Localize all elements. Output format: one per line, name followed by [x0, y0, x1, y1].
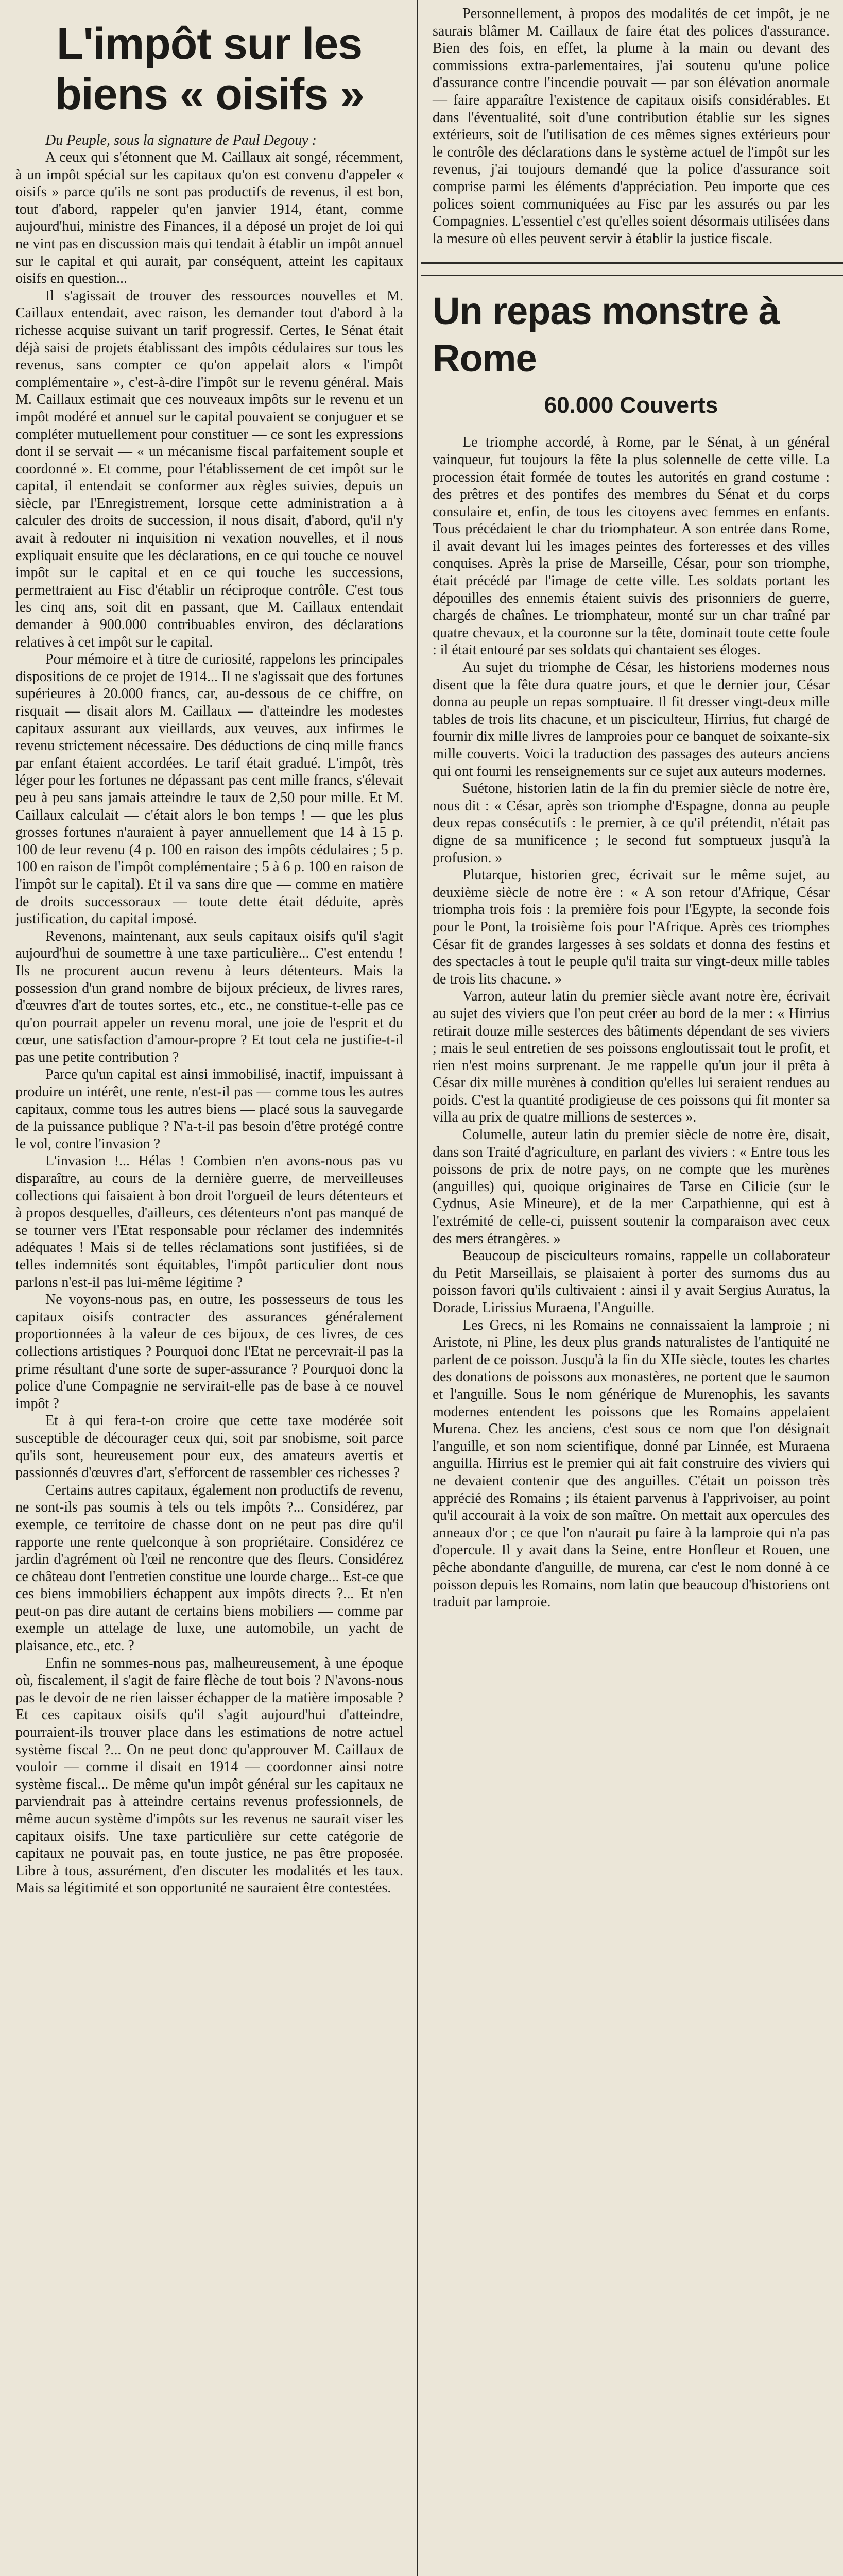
article1-byline: Du Peuple, sous la signature de Paul Degouy :	[45, 132, 317, 148]
article2-paragraph: Plutarque, historien grec, écrivait sur le même sujet, au deuxième siècle de notre ère : « A son retour d'Afrique, César triompha trois fois : la première fois pour l'Egypte, la seconde fois pour le Pont, la troisième fois pour l'Afrique. Après ces triomphes César fit de grandes largesses à ses soldats et donna des festins et des spectacles à tout le peuple qu'il traita sur vingt-deux mille tables de trois lits chacune. »	[433, 867, 830, 987]
article2-subhead: 60.000 Couverts	[544, 393, 718, 418]
article2-paragraph: Beaucoup de pisciculteurs romains, rappelle un collaborateur du Petit Marseillais, se plaisaient à porter des surnoms dus au poisson favori qu'ils cultivaient : ainsi il y avait Sergius Auratus, la Dorade, Lirissius Muraena, l'Anguille.	[433, 1248, 830, 1316]
left-column	[0, 0, 418, 2576]
article1-paragraph: Ne voyons-nous pas, en outre, les possesseurs de tous les capitaux oisifs contracter des assurances généralement proportionnées à la valeur de ces bijoux, de ces livres, de ces collections artistiques ? Pourquoi donc l'Etat ne percevrait-il pas la prime résultant d'une sorte de super-assurance ? Pourquoi donc la police d'une Compagnie ne servirait-elle pas de base à ce nouvel impôt ?	[15, 1292, 403, 1412]
article1-paragraph: Enfin ne sommes-nous pas, malheureusement, à une époque où, fiscalement, il s'agit de faire flèche de tout bois ? N'avons-nous pas le devoir de ne rien laisser échapper de la matière imposable ? Et ces capitaux oisifs qu'il s'agit aujourd'hui d'atteindre, pourraient-ils trouver place dans les estimations de notre actuel système fiscal ?... On ne peut donc qu'approuver M. Caillaux de vouloir — comme il disait en 1914 — coordonner ainsi notre système fiscal... De même qu'un impôt général sur les capitaux ne parviendrait pas à atteindre certains revenus professionnels, de même aucun système d'impôts sur les revenus ne saurait viser les capitaux oisifs. Une taxe particulière sur cette catégorie de capitaux ne pouvait pas, en toute justice, ne pas être proposée. Libre à tous, assurément, d'en discuter les modalités et les taux. Mais sa légitimité et son opportunité ne sauraient être contestées.	[15, 1655, 403, 1896]
article1-headline	[15, 19, 403, 120]
article2-paragraph: Au sujet du triomphe de César, les historiens modernes nous disent que la fête dura quatre jours, et que le dernier jour, César donna au peuple un repas somptuaire. Il fit dresser vingt-deux mille tables de trois lits chacune, et un pisciculteur, Hirrius, fut chargé de fournir dix mille livres de lamproies pour ce banquet de soixante-six mille couverts. Voici la traduction des passages des auteurs anciens qui ont fourni les renseignements sur ce sujet aux auteurs modernes.	[433, 659, 830, 779]
article1-paragraph: L'invasion !... Hélas ! Combien n'en avons-nous pas vu disparaître, au cours de la dernière guerre, de merveilleuses collections qui faisaient à bon droit l'orgueil de leurs détenteurs et à propos desquelles, d'ailleurs, ces détenteurs n'ont pas manqué de se tourner vers l'Etat responsable pour réclamer des indemnités adéquates ! Mais si de telles réclamations sont justifiées, si de telles indemnités sont équitables, l'impôt particulier dont nous parlons n'est-il pas lui-même légitime ?	[15, 1153, 403, 1291]
article1-paragraph: Et à qui fera-t-on croire que cette taxe modérée soit susceptible de décourager ceux qui, soit par snobisme, soit parce qu'ils sont, heureusement pour eux, des amateurs avertis et passionnés d'œuvres d'art, s'efforcent de rassembler ces richesses ?	[15, 1413, 403, 1481]
article1-headline-line1: L'impôt sur les	[56, 19, 363, 69]
section-divider	[421, 262, 843, 264]
article2-paragraph: Columelle, auteur latin du premier siècle de notre ère, disait, dans son Traité d'agriculture, en parlant des viviers : « Entre tous les poissons de prix de notre pays, on ne compte que les murènes (anguilles) qui, quoique originaires de Tarse en Cilicie (sur le Cydnus, Asie Mineure), et de la mer Carpathienne, qui est à l'extrémité de celle-ci, puissent soutenir la comparaison avec ceux des mers étrangères. »	[433, 1127, 830, 1247]
article1-headline-line2: biens « oisifs »	[55, 70, 364, 119]
article2-paragraph: Le triomphe accordé, à Rome, par le Sénat, à un général vainqueur, fut toujours la fête la plus solennelle de cette ville. La procession était formée de toutes les autorités en grand costume : des prêtres et des pontifes des membres du Sénat et du corps consulaire et, enfin, de tous les citoyens avec femmes en enfants. Tous précédaient le char du triomphateur. A son entrée dans Rome, il avait devant lui les images peintes des forteresses et des villes conquises. Après la prise de Marseille, César, pour son triomphe, était précédé par l'image de cette ville. Les soldats portant les dépouilles des ennemis étaient suivis des prisonniers de guerre, chargés de chaînes. Le triomphateur, monté sur un char traîné par quatre chevaux, et la couronne sur la tête, dominait toute cette foule : il était entouré par ses soldats qui chantaient ses éloges.	[433, 434, 830, 658]
article1-paragraph: Parce qu'un capital est ainsi immobilisé, inactif, impuissant à produire un intérêt, une rente, n'est-il pas — comme tous les autres capitaux, comme tous les autres biens — placé sous la sauvegarde de la puissance publique ? N'a-t-il pas besoin d'être protégé contre le vol, contre l'invasion ?	[15, 1066, 403, 1152]
article1-paragraph: Il s'agissait de trouver des ressources nouvelles et M. Caillaux entendait, avec raison, les demander tout d'abord à la richesse acquise suivant un tarif progressif. Certes, le Sénat était déjà saisi de projets établissant des impôts cédulaires sur tous les revenus, sans compter ce qu'on appelait alors « l'impôt complémentaire », c'est-à-dire l'impôt sur le revenu général. Mais M. Caillaux estimait que ces nouveaux impôts sur le revenu et un impôt modéré et annuel sur le capital pouvaient se conjuguer et se compléter mutuellement pour constituer — ce sont les expressions dont il se servait — « un mécanisme fiscal parfaitement souple et coordonné ». Et comme, pour l'établissement de cet impôt sur le capital, il entendait se conformer aux règles suivies, depuis un siècle, par l'Enregistrement, lorsque cette administration a à calculer des droits de succession, il nous disait, d'abord, qu'il n'y avait à redouter ni inquisition ni vexation nouvelles, et il nous expliquait ensuite que les déclarations, en ce qui touche ce nouvel impôt sur le capital et en ce qui touche les successions, permettraient au Fisc d'établir un réciproque contrôle. C'est tous les cinq ans, soit dit en passant, que M. Caillaux entendait demander à 900.000 contribuables environ, des déclarations relatives à cet impôt sur le capital.	[15, 287, 403, 650]
article1-paragraph: A ceux qui s'étonnent que M. Caillaux ait songé, récemment, à un impôt spécial sur les capitaux qu'on est convenu d'appeler « oisifs » parce qu'ils ne sont pas productifs de revenus, il est bon, tout d'abord, rappeler qu'en janvier 1914, étant, comme aujourd'hui, ministre des Finances, il a déposé un projet de loi qui ne vint pas en discussion mais qui tendait à établir un impôt annuel sur le capital et qui aurait, par conséquent, atteint les capitaux oisifs en question...	[15, 149, 403, 287]
article1-paragraph: Personnellement, à propos des modalités de cet impôt, je ne saurais blâmer M. Caillaux de faire état des polices d'assurance. Bien des fois, en effet, la plume à la main ou devant des commissions extra-parlementaires, j'ai soutenu qu'une police d'assurance contre l'incendie pouvait — par son élévation anormale — faire apparaître l'existence de capitaux oisifs considérables. Et dans l'éventualité, soit d'une contribution établie sur les signes extérieurs, soit de l'utilisation de ces mêmes signes extérieurs pour le contrôle des déclarations dans le système actuel de l'impôt sur les revenus, j'ai toujours demandé que la police d'assurance soit comprise parmi les éléments d'appréciation. Peu importe que ces polices soient communiquées au Fisc par les assurés ou par les Compagnies. L'essentiel c'est qu'elles soient désormais utilisées dans la mesure où elles peuvent servir à établir la justice fiscale.	[433, 6, 830, 247]
right-column	[421, 0, 843, 2576]
section-divider-thin	[421, 275, 843, 276]
article2-paragraph: Varron, auteur latin du premier siècle avant notre ère, écrivait au sujet des viviers que l'on peut créer au bord de la mer : « Hirrius retirait douze mille sesterces des bâtiments dépendant de ses viviers ; mais le seul entretien de ses poissons engloutissait tout le profit, et rien n'est moins surprenant. Je me rappelle qu'un jour il prêta à César dix mille murènes à condition qu'elles lui seraient rendues au poids. C'est la quantité prodigieuse de ces poissons qui fit monter sa villa au prix de quatre millions de sesterces ».	[433, 988, 830, 1126]
article2-paragraph: Les Grecs, ni les Romains ne connaissaient la lamproie ; ni Aristote, ni Pline, les deux plus grands naturalistes de l'antiquité ne parlent de ce poisson. Jusqu'à la fin du XIIe siècle, toutes les chartes des donations de poissons aux monastères, ne portent que le saumon et l'anguille. Sous le nom générique de Murenophis, les savants modernes entendent les poissons que les Romains appelaient Murena. Chez les anciens, c'est sous ce nom que l'on désignait l'anguille, et son nom scientifique, donné par Linnée, est Muraena anguilla. Hirrius est le premier qui ait fait construire des viviers qui ne devaient contenir que des anguilles. C'était un poisson très apprécié des Romains ; ils étaient parvenus à l'apprivoiser, au point qu'il accourait à la voix de son maître. On mettait aux opercules des anneaux d'or ; ce que l'on n'aurait pu faire à la lamproie qui n'a pas d'opercule. Il y avait dans la Seine, entre Honfleur et Rouen, une pêche abondante d'anguille, de murena, car c'est le nom donné à ce poisson depuis les Romains, nom latin que beaucoup d'historiens ont traduit par lamproie.	[433, 1317, 830, 1611]
article1-paragraph: Revenons, maintenant, aux seuls capitaux oisifs qu'il s'agit aujourd'hui de soumettre à une taxe particulière... C'est entendu ! Ils ne procurent aucun revenu à leurs détenteurs. Mais la possession d'un grand nombre de bijoux précieux, de livres rares, d'œuvres d'art de toutes sortes, etc., etc., ne constitue-t-elle pas ce qu'on pourrait appeler un revenu moral, une joie de l'esprit et du cœur, une satisfaction d'amour-propre ? Et tout cela ne justifie-t-il pas une petite contribution ?	[15, 928, 403, 1065]
article1-paragraph: Pour mémoire et à titre de curiosité, rappelons les principales dispositions de ce projet de 1914... Il ne s'agissait que des fortunes supérieures à 20.000 francs, car, au-dessous de ce chiffre, on risquait — disait alors M. Caillaux — d'atteindre les modestes capitaux assurant aux vieillards, aux veuves, aux infirmes le revenu strictement nécessaire. Des déductions de cinq mille francs par enfant étaient accordées. Le tarif était gradué. L'impôt, très léger pour les fortunes ne dépassant pas cent mille francs, s'élevait peu à peu sans jamais atteindre le taux de 2,50 pour mille. Et M. Caillaux calculait — c'était alors le bon temps ! — que les plus grosses fortunes n'auraient à payer annuellement que 14 à 15 p. 100 de leur revenu (4 p. 100 en raison des impôts cédulaires ; 5 p. 100 en raison de l'impôt complémentaire ; 5 à 6 p. 100 en raison de l'impôt sur le capital). Et il va sans dire que — comme en matière de droits successoraux — toute dette était déduite, après justification, du capital imposé.	[15, 651, 403, 927]
article1-paragraph: Certains autres capitaux, également non productifs de revenu, ne sont-ils pas soumis à tels ou tels impôts ?... Considérez, par exemple, ce territoire de chasse dont on ne peut pas dire qu'il rapporte une rente quelconque à son propriétaire. Considérez ce jardin d'agrément où l'œil ne rencontre que des fleurs. Considérez ce château dont l'entretien constitue une lourde charge... Est-ce que ces biens immobiliers échappent aux impôts directs ?... Et n'en peut-on pas dire autant de certains biens mobiliers — comme par exemple un attelage de luxe, une automobile, un yacht de plaisance, etc., etc. ?	[15, 1482, 403, 1654]
article2-paragraph: Suétone, historien latin de la fin du premier siècle de notre ère, nous dit : « César, après son triomphe d'Espagne, donna au peuple deux repas consécutifs : le premier, à ce qu'il prétendit, n'était pas digne de sa munificence ; le second fut somptueux jusqu'à la profusion. »	[433, 781, 830, 866]
article2-headline: Un repas monstre à Rome	[433, 290, 779, 380]
